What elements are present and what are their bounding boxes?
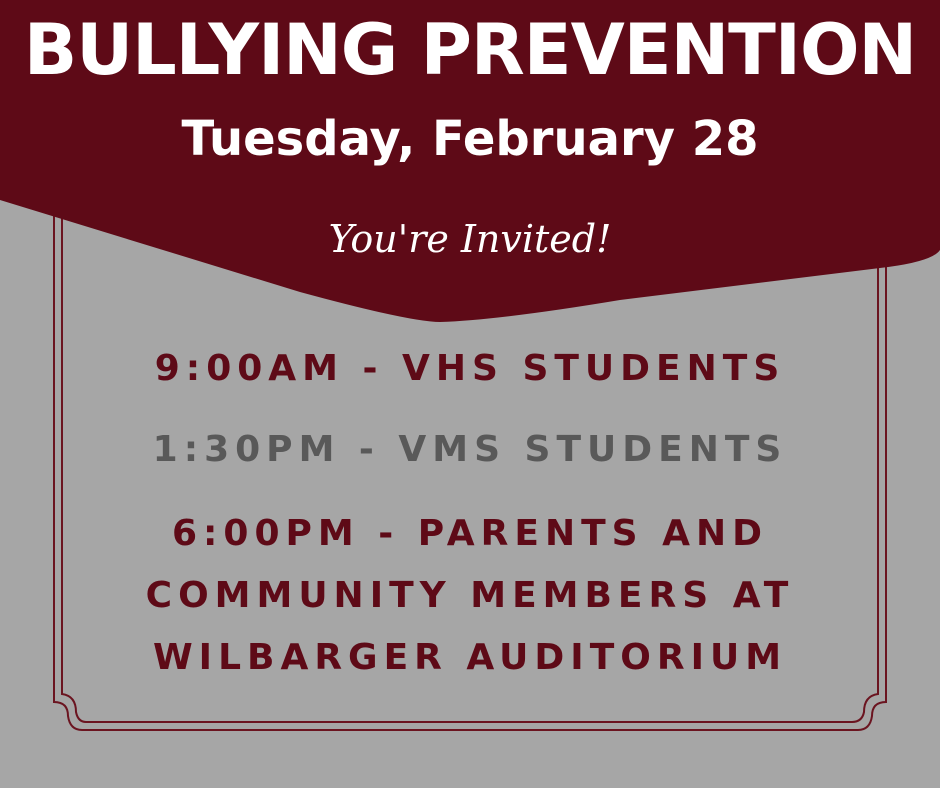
event-date: Tuesday, February 28 bbox=[181, 111, 759, 167]
schedule-item-vhs: 9:00AM - VHS STUDENTS bbox=[154, 348, 786, 389]
invitation-text: You're Invited! bbox=[328, 217, 612, 261]
schedule-item-parents: 6:00PM - PARENTS AND COMMUNITY MEMBERS AT WILBARGER AUDITORIUM bbox=[145, 513, 795, 678]
event-title: BULLYING PREVENTION bbox=[23, 9, 917, 91]
schedule-item-vms: 1:30PM - VMS STUDENTS bbox=[152, 429, 788, 470]
